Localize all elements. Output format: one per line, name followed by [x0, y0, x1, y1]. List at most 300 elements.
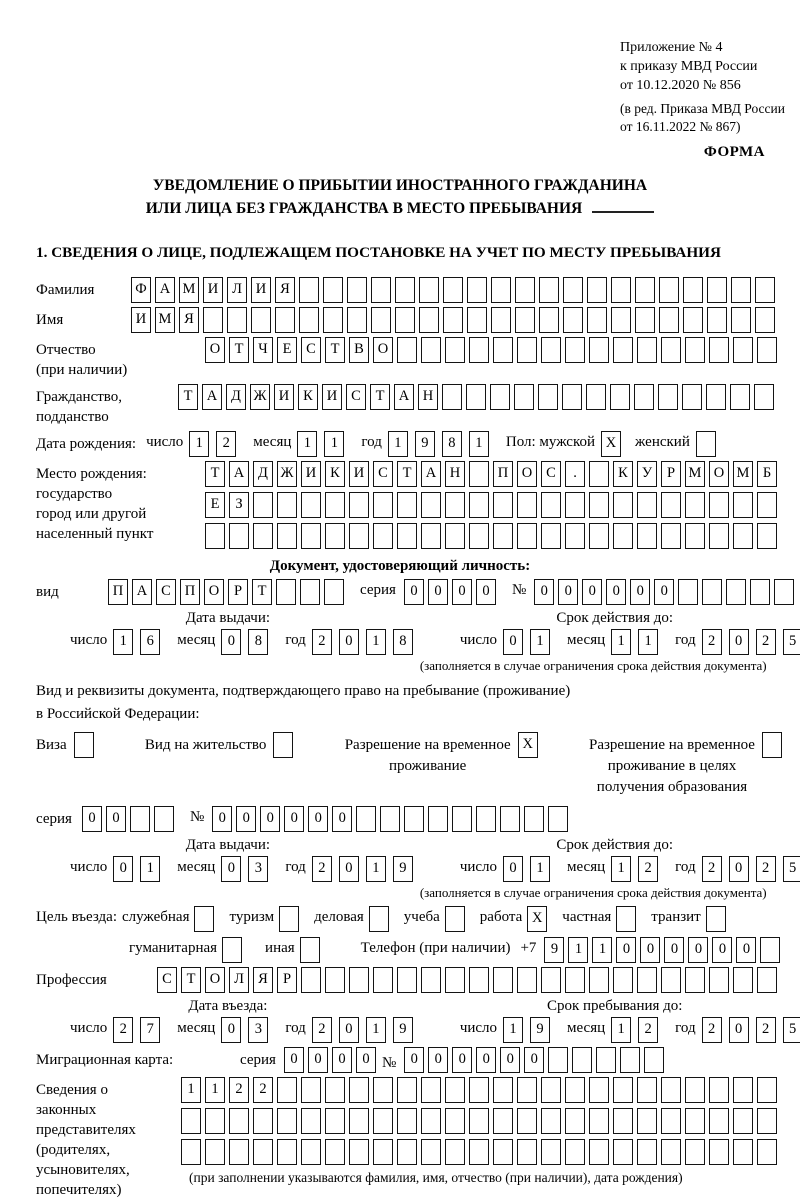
form-cell: 0: [558, 579, 578, 605]
form-cell: [733, 1108, 753, 1134]
form-cell: 2: [756, 856, 776, 882]
form-cell: [442, 384, 462, 410]
form-cell: [517, 1108, 537, 1134]
birth-place-label: Место рождения: государство город или другой населенный пункт: [36, 466, 154, 542]
residence-issue-year: [312, 856, 420, 882]
form-cell: [539, 307, 559, 333]
form-cell: 2: [638, 856, 658, 882]
form-cell: 3: [248, 1017, 268, 1043]
form-cell: [323, 277, 343, 303]
form-cell: [637, 492, 657, 518]
form-cell: [469, 461, 489, 487]
form-cell: [565, 523, 585, 549]
form-cell: 1: [469, 431, 489, 457]
residence-doc-dates: [0, 837, 800, 901]
form-cell: 0: [476, 1047, 496, 1073]
residence-expiry-heading: Срок действия до:: [556, 837, 674, 853]
form-cell: [589, 1108, 609, 1134]
form-cell: [572, 1047, 592, 1073]
form-cell: [466, 384, 486, 410]
identity-expiry-month: [611, 629, 665, 655]
form-cell: [589, 523, 609, 549]
form-cell: [371, 277, 391, 303]
form-cell: 0: [654, 579, 674, 605]
form-cell: [421, 1108, 441, 1134]
form-cell: [750, 579, 770, 605]
form-cell: [733, 1077, 753, 1103]
form-cell: 8: [248, 629, 268, 655]
form-cell: [205, 1139, 225, 1165]
form-cell: [371, 307, 391, 333]
form-cell: [659, 307, 679, 333]
purpose-official-checkbox: [194, 906, 218, 932]
form-cell: 1: [324, 431, 344, 457]
form-cell: О: [204, 579, 224, 605]
stay-until-heading: Срок пребывания до:: [546, 998, 683, 1014]
identity-issue-col: [0, 610, 420, 674]
form-cell: 0: [582, 579, 602, 605]
form-cell: [563, 307, 583, 333]
form-cell: 9: [544, 937, 564, 963]
form-cell: [493, 967, 513, 993]
form-cell: 0: [476, 579, 496, 605]
form-cell: [428, 806, 448, 832]
form-cell: 2: [216, 431, 236, 457]
identity-doc-dates: [0, 610, 800, 674]
form-cell: [685, 967, 705, 993]
form-cell: К: [325, 461, 345, 487]
form-cell: [589, 461, 609, 487]
purpose-work: работа X: [480, 906, 552, 932]
form-cell: [154, 806, 174, 832]
identity-expiry-col: [420, 610, 800, 674]
form-cell: 0: [630, 579, 650, 605]
form-cell: [469, 492, 489, 518]
form-cell: X: [601, 431, 621, 457]
day-label: число: [459, 632, 498, 648]
form-cell: [301, 492, 321, 518]
residence-issue-day: [113, 856, 167, 882]
purpose-tourism-checkbox: [279, 906, 303, 932]
form-cell: [445, 492, 465, 518]
form-cell: [707, 307, 727, 333]
form-cell: [757, 1077, 777, 1103]
purpose-private: частная: [562, 906, 640, 932]
form-cell: [325, 1108, 345, 1134]
form-cell: [517, 1077, 537, 1103]
form-cell: X: [527, 906, 547, 932]
form-cell: Н: [445, 461, 465, 487]
form-cell: Я: [179, 307, 199, 333]
form-cell: 0: [284, 1047, 304, 1073]
name-label: Имя: [36, 312, 64, 328]
form-cell: [565, 1077, 585, 1103]
form-cell: 1: [181, 1077, 201, 1103]
form-cell: 0: [308, 1047, 328, 1073]
form-cell: [493, 1139, 513, 1165]
form-cell: [373, 1139, 393, 1165]
form-cell: [301, 523, 321, 549]
residence-doc-intro-line2: в Российской Федерации:: [36, 706, 200, 722]
representatives-cells-row3: [181, 1139, 781, 1165]
residence-number-cells: [212, 806, 572, 832]
form-cell: [275, 307, 295, 333]
residence-doc-series-row: [0, 806, 800, 832]
form-cell: А: [421, 461, 441, 487]
form-cell: В: [349, 337, 369, 363]
form-cell: 0: [332, 806, 352, 832]
form-cell: 0: [729, 856, 749, 882]
form-cell: [637, 967, 657, 993]
form-cell: [658, 384, 678, 410]
name-cells: [131, 307, 779, 333]
form-cell: 0: [221, 856, 241, 882]
form-cell: [524, 806, 544, 832]
form-cell: 0: [404, 1047, 424, 1073]
residence-number-label: №: [189, 809, 205, 825]
representatives-cells-row2: [181, 1108, 781, 1134]
doc-type-label: вид: [36, 584, 59, 600]
form-cell: [253, 523, 273, 549]
form-cell: 0: [332, 1047, 352, 1073]
doc-number-label: №: [511, 582, 527, 598]
purpose-label: Цель въезда:: [36, 909, 117, 925]
form-cell: [589, 1139, 609, 1165]
form-cell: Е: [277, 337, 297, 363]
form-cell: [706, 906, 726, 932]
residence-doc-intro: [0, 680, 800, 726]
form-cell: [706, 384, 726, 410]
form-cell: М: [733, 461, 753, 487]
form-cell: Т: [178, 384, 198, 410]
form-cell: 0: [428, 579, 448, 605]
birth-day-cells: [189, 431, 243, 457]
form-cell: [205, 523, 225, 549]
form-cell: [443, 307, 463, 333]
form-cell: [251, 307, 271, 333]
form-cell: [421, 337, 441, 363]
form-cell: [757, 1139, 777, 1165]
form-cell: [491, 307, 511, 333]
form-cell: С: [541, 461, 561, 487]
form-cell: [404, 806, 424, 832]
form-cell: И: [131, 307, 151, 333]
form-cell: [565, 492, 585, 518]
form-cell: 3: [248, 856, 268, 882]
form-cell: Я: [253, 967, 273, 993]
form-cell: X: [518, 732, 538, 758]
form-cell: А: [132, 579, 152, 605]
form-cell: 1: [297, 431, 317, 457]
day-label: число: [70, 632, 108, 648]
migration-series-cells: [284, 1047, 380, 1073]
form-cell: [685, 492, 705, 518]
form-cell: 0: [339, 1017, 359, 1043]
title-blank-line: [592, 198, 654, 213]
form-cell: [325, 492, 345, 518]
form-cell: [301, 1139, 321, 1165]
patronymic-row: [0, 337, 800, 380]
form-cell: [421, 1139, 441, 1165]
form-cell: [347, 277, 367, 303]
form-cell: С: [346, 384, 366, 410]
form-cell: 0: [236, 806, 256, 832]
stay-day: [503, 1017, 557, 1043]
entry-year: [312, 1017, 420, 1043]
form-cell: [541, 492, 561, 518]
form-cell: [276, 579, 296, 605]
doc-type-cells: [108, 579, 348, 605]
year-label: год: [285, 1020, 306, 1036]
form-cell: [469, 1108, 489, 1134]
form-title: [0, 174, 800, 220]
migration-number-label: №: [381, 1055, 397, 1071]
birth-month-cells: [297, 431, 351, 457]
month-label: месяц: [253, 434, 292, 450]
form-cell: 9: [393, 1017, 413, 1043]
form-cell: [349, 1108, 369, 1134]
purpose-transit: транзит: [651, 906, 729, 932]
surname-label: Фамилия: [36, 282, 95, 298]
form-cell: [277, 492, 297, 518]
form-cell: А: [229, 461, 249, 487]
form-cell: 0: [260, 806, 280, 832]
form-cell: 0: [640, 937, 660, 963]
form-cell: [325, 1077, 345, 1103]
form-cell: 9: [530, 1017, 550, 1043]
form-cell: [538, 384, 558, 410]
form-cell: Т: [205, 461, 225, 487]
residence-series-cells: [82, 806, 178, 832]
form-cell: [730, 384, 750, 410]
form-cell: [493, 1108, 513, 1134]
representatives-rows: [181, 1077, 781, 1186]
permit-residence-label: Вид на жительство: [144, 737, 267, 753]
form-cell: 0: [212, 806, 232, 832]
form-cell: [733, 1139, 753, 1165]
form-cell: [323, 307, 343, 333]
form-cell: [194, 906, 214, 932]
form-cell: 2: [756, 629, 776, 655]
form-cell: Т: [252, 579, 272, 605]
form-cell: [696, 431, 716, 457]
form-cell: [517, 337, 537, 363]
entry-day: [113, 1017, 167, 1043]
form-cell: [661, 1139, 681, 1165]
month-label: месяц: [567, 859, 606, 875]
form-cell: [356, 806, 376, 832]
form-cell: [74, 732, 94, 758]
form-cell: [541, 1077, 561, 1103]
day-label: число: [70, 1020, 108, 1036]
form-cell: М: [179, 277, 199, 303]
form-cell: 1: [503, 1017, 523, 1043]
form-cell: [445, 1077, 465, 1103]
form-cell: Т: [370, 384, 390, 410]
identity-issue-day: [113, 629, 167, 655]
form-cell: [755, 307, 775, 333]
purpose-study: учеба: [404, 906, 469, 932]
surname-cells: [131, 277, 779, 303]
form-cell: М: [685, 461, 705, 487]
form-cell: 0: [356, 1047, 376, 1073]
form-cell: [733, 492, 753, 518]
form-cell: 1: [611, 1017, 631, 1043]
form-cell: 1: [611, 856, 631, 882]
form-cell: [683, 277, 703, 303]
form-cell: 0: [524, 1047, 544, 1073]
form-cell: [493, 337, 513, 363]
form-cell: [445, 337, 465, 363]
form-cell: С: [373, 461, 393, 487]
form-cell: [709, 1139, 729, 1165]
form-cell: [733, 967, 753, 993]
form-cell: [253, 492, 273, 518]
form-cell: [685, 1077, 705, 1103]
form-cell: 1: [366, 1017, 386, 1043]
entry-dates: [0, 998, 800, 1043]
form-cell: Ж: [250, 384, 270, 410]
form-cell: [620, 1047, 640, 1073]
form-cell: [395, 277, 415, 303]
form-cell: 2: [312, 1017, 332, 1043]
year-label: год: [675, 859, 696, 875]
form-cell: И: [322, 384, 342, 410]
form-cell: [635, 277, 655, 303]
entry-date-col: [0, 998, 420, 1043]
form-cell: [181, 1108, 201, 1134]
form-cell: Р: [661, 461, 681, 487]
doc-number-cells: [534, 579, 798, 605]
form-cell: 0: [82, 806, 102, 832]
form-cell: [731, 307, 751, 333]
residence-doc-intro-line1: Вид и реквизиты документа, подтверждающего право на пребывание (проживание): [36, 683, 571, 699]
form-cell: П: [493, 461, 513, 487]
permits-row: [0, 732, 800, 798]
form-cell: [421, 492, 441, 518]
citizenship-row: [0, 384, 800, 427]
form-cell: [709, 1077, 729, 1103]
form-cell: [707, 277, 727, 303]
form-cell: [421, 967, 441, 993]
profession-label: Профессия: [36, 972, 107, 988]
gender-female-label: женский: [635, 434, 690, 450]
form-cell: О: [205, 337, 225, 363]
form-cell: К: [613, 461, 633, 487]
form-cell: [397, 337, 417, 363]
form-cell: З: [229, 492, 249, 518]
form-cell: [616, 906, 636, 932]
identity-issue-month: [221, 629, 275, 655]
patronymic-label: Отчество (при наличии): [36, 342, 128, 378]
form-cell: [661, 523, 681, 549]
form-cell: [565, 967, 585, 993]
form-cell: [731, 277, 751, 303]
form-cell: [541, 1139, 561, 1165]
form-cell: [373, 967, 393, 993]
patronymic-cells: [205, 337, 781, 363]
form-cell: [589, 1077, 609, 1103]
form-cell: [757, 967, 777, 993]
form-cell: [637, 523, 657, 549]
section1-heading: 1. СВЕДЕНИЯ О ЛИЦЕ, ПОДЛЕЖАЩЕМ ПОСТАНОВКЕ НА УЧЕТ ПО МЕСТУ ПРЕБЫВАНИЯ: [36, 244, 721, 261]
form-cell: 1: [530, 629, 550, 655]
form-cell: А: [155, 277, 175, 303]
form-cell: [613, 1139, 633, 1165]
purpose-humanitarian: гуманитарная: [129, 937, 246, 963]
month-label: месяц: [177, 1020, 216, 1036]
identity-issue-heading: Дата выдачи:: [185, 610, 271, 626]
form-cell: Л: [227, 277, 247, 303]
form-cell: И: [301, 461, 321, 487]
form-cell: С: [301, 337, 321, 363]
form-cell: [517, 967, 537, 993]
form-cell: [253, 1108, 273, 1134]
form-cell: [421, 1077, 441, 1103]
form-cell: [541, 1108, 561, 1134]
permit-temp-residence-label: Разрешение на временное проживание: [344, 737, 511, 774]
form-cell: Е: [205, 492, 225, 518]
appendix-reference: Приложение № 4 к приказу МВД России от 10.12.2020 № 856: [620, 40, 758, 93]
form-cell: [586, 384, 606, 410]
form-cell: [733, 523, 753, 549]
form-cell: О: [517, 461, 537, 487]
gender-female-checkbox: [696, 431, 720, 457]
identity-expiry-year: [702, 629, 800, 655]
form-cell: [610, 384, 630, 410]
form-cell: 0: [404, 579, 424, 605]
form-cell: [397, 1108, 417, 1134]
year-label: год: [285, 859, 306, 875]
form-cell: И: [203, 277, 223, 303]
profession-cells: [157, 967, 781, 993]
permit-visa: [36, 732, 98, 798]
form-cell: 0: [606, 579, 626, 605]
form-cell: [755, 277, 775, 303]
form-cell: [490, 384, 510, 410]
form-cell: П: [108, 579, 128, 605]
form-cell: [757, 337, 777, 363]
form-cell: [613, 492, 633, 518]
form-cell: [589, 337, 609, 363]
doc-series-cells: [404, 579, 500, 605]
form-cell: [445, 906, 465, 932]
form-cell: [229, 1139, 249, 1165]
form-cell: [613, 967, 633, 993]
form-cell: 0: [308, 806, 328, 832]
name-row: [0, 307, 800, 333]
form-cell: 0: [736, 937, 756, 963]
form-cell: [702, 579, 722, 605]
entry-month: [221, 1017, 275, 1043]
representatives-cells-row1: [181, 1077, 781, 1103]
residence-issue-month: [221, 856, 275, 882]
form-cell: [324, 579, 344, 605]
birth-place-rows: [205, 461, 781, 554]
form-cell: [760, 937, 780, 963]
form-cell: [563, 277, 583, 303]
form-cell: 9: [415, 431, 435, 457]
permit-education-checkbox: [762, 732, 786, 758]
form-cell: Т: [325, 337, 345, 363]
form-cell: 0: [729, 629, 749, 655]
surname-row: [0, 277, 800, 303]
representatives-label: Сведения о законных представителях (родителях, усыновителях, попечителях): [36, 1082, 136, 1198]
form-cell: 1: [205, 1077, 225, 1103]
form-cell: 1: [592, 937, 612, 963]
form-cell: [685, 337, 705, 363]
form-cell: 1: [638, 629, 658, 655]
